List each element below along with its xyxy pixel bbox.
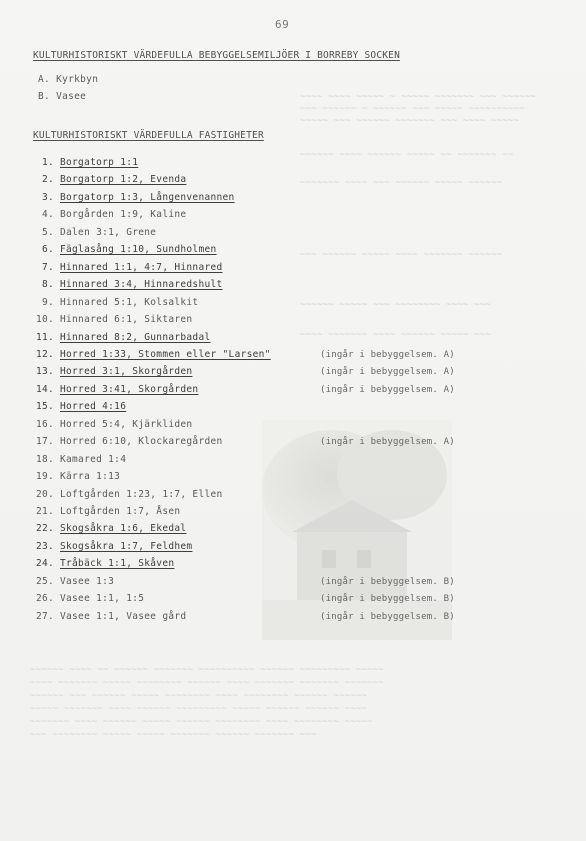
property-name: Hinnared 5:1, Kolsalkit	[60, 296, 199, 308]
property-item	[32, 349, 271, 360]
property-item	[32, 558, 174, 569]
property-note: (ingår i bebyggelsem. B)	[320, 611, 455, 622]
property-number: 18.	[35, 453, 54, 465]
property-item	[32, 192, 235, 203]
property-number: 20.	[35, 488, 54, 500]
property-number: 10.	[35, 314, 54, 326]
property-name: Skogsåkra 1:6, Ekedal	[60, 523, 187, 535]
property-name: Kärra 1:13	[60, 471, 121, 483]
property-item	[32, 593, 144, 604]
property-number: 24.	[35, 558, 54, 570]
property-number: 22.	[35, 523, 54, 535]
property-name: Hinnared 3:4, Hinnaredshult	[60, 279, 223, 291]
property-item	[32, 401, 126, 412]
property-number: 14.	[35, 383, 54, 395]
property-name: Borgatorp 1:1	[60, 157, 139, 168]
property-number: 21.	[35, 506, 54, 517]
property-name: Horred 5:4, Kjärkliden	[60, 418, 193, 430]
property-item	[32, 436, 223, 447]
property-name: Kamared 1:4	[60, 453, 127, 465]
property-item	[32, 489, 223, 500]
property-note: (ingår i bebyggelsem. B)	[320, 576, 455, 587]
property-number: 27.	[35, 610, 54, 622]
document-page: ~~~~ ~~~~ ~~~~~ ~ ~~~~~ ~~~~~~~ ~~~ ~~~~~~ ~~~ ~~~~~~ ~ ~~~~~~ ~~~ ~~~~~ ~~~~~~~~~~ ~~~~~ ~~~ ~~~~~~ ~~~~~~~ ~~~ ~~~~ ~~~~~ ~~~~~~ ~~~~ ~~~~~~ ~~~~~ ~~ ~~~~~~~ ~~ ~~~~~~~ ~~~~ ~~~ ~~~~~~ ~~~~~ ~~~~~~ ~~~ ~~~~~~ ~~~~~ ~~~~ ~~~~~~~ ~~~~~~ ~~~~~~ ~~~~~ ~~~ ~~~~~~~~ ~~~~ ~~~ ~~~~ ~~~~~~~ ~~~~ ~~~~~~ ~~~~~ ~~~ ~~~~~~ ~~~~ ~~ ~~~~~~ ~~~~~~~ ~~~~~~~~~~ ~~~~~~ ~~~~~~~~~ ~~~~~ ~~~~ ~~~~~~~ ~~~~~ ~~~~~~~~ ~~~~~~ ~~~~ ~~~~~~~ ~~~~~~~ ~~~~~~~ ~~~~~~ ~~~ ~~~~~~ ~~~~~ ~~~~~~~~ ~~~~ ~~~~~~~~ ~~~~~~ ~~~~~~ ~~~~~ ~~~~~~~ ~~~~ ~~~~~~ ~~~~~~~~~ ~~~~~ ~~~~~~ ~~~~~~ ~~~~ ~~~~~~~ ~~~~ ~~~~~~ ~~~~~ ~~~~~~ ~~~~~~~~ ~~~~ ~~~~~~~~ ~~~~~ ~~~ ~~~~~~~~ ~~~~~ ~~~~~ ~~~~~~~ ~~~~~~ ~~~~~~~ ~~~ 69 KULTURHISTORISKT VÄRDEFULLA BEBYGGELSEMILJÖER I BORREBY SOCKEN A. Kyrkbyn B. Vasee KULTURHISTORISKT VÄRDEFULLA FASTIGHETER 1. Borgatorp 1:1 2. Borgatorp 1:2, Evenda 3. Borgatorp 1:3, Långenvenannen 4. Borgården 1:9, Kaline 5. Dalen 3:1, Grene 6. Fäglasång 1:10, Sundholmen 7. Hinnared 1:1, 4:7, Hinnared 8. Hinnared 3:4, Hinnaredshult 9. Hinnared 5:1, Kolsalkit 10. Hinnared 6:1, Siktaren 11. Hinnared 8:2, Gunnarbadal 12. Horred 1:33, Stommen eller "Larsen" 13. Horred 3:1, Skorgården 14. Horred 3:41, Skorgården 15. Horred 4:16 16. Horred 5:4, Kjärkliden 17. Horred 6:10, Klockaregården 18. Kamared 1:4 19. Kärra 1:13 20. Loftgården 1:23, 1:7, Ellen 21. Loftgården 1:7, Åsen 22. Skogsåkra 1:6, Ekedal 23. Skogsåkra 1:7, Feldhem 24. Tråbäck 1:1, Skåven 25. Vasee 1:3 26. Vasee 1:1, 1:5 27. Vasee 1:1, Vasee gård (ingår i bebyggelsem. A) (ingår i bebyggelsem. A) (ingår i bebyggelsem. A) (ingår i bebyggelsem. A) (ingår i bebyggelsem. B) (ingår i bebyggelsem. B) (ingår i bebyggelsem. B)	[0, 0, 586, 841]
property-name: Hinnared 1:1, 4:7, Hinnared	[60, 261, 223, 273]
item-label: B.	[38, 91, 51, 102]
property-item	[32, 471, 120, 482]
property-name: Hinnared 6:1, Siktaren	[60, 314, 193, 326]
property-number: 23.	[35, 540, 54, 552]
property-item	[32, 541, 192, 552]
property-item	[32, 332, 211, 343]
property-item	[32, 157, 138, 168]
property-name: Borgården 1:9, Kaline	[60, 209, 187, 221]
property-number: 15.	[35, 401, 54, 413]
property-name: Loftgården 1:23, 1:7, Ellen	[60, 488, 223, 500]
property-number: 19.	[35, 471, 54, 483]
item-text: Vasee	[56, 91, 87, 102]
property-name: Horred 6:10, Klockaregården	[60, 436, 223, 448]
page-number: 69	[275, 18, 290, 31]
item-label: A.	[38, 74, 51, 85]
property-note: (ingår i bebyggelsem. A)	[320, 437, 455, 448]
property-note: (ingår i bebyggelsem. A)	[320, 349, 455, 360]
property-note: (ingår i bebyggelsem. A)	[320, 384, 455, 395]
property-number: 7.	[41, 261, 54, 273]
property-item	[32, 209, 186, 220]
property-name: Loftgården 1:7, Åsen	[60, 506, 181, 517]
property-item	[32, 314, 192, 325]
property-item	[32, 297, 198, 308]
heading-bebyggelsemiljoer: KULTURHISTORISKT VÄRDEFULLA BEBYGGELSEMILJÖER I BORREBY SOCKEN	[33, 50, 401, 61]
property-item	[32, 454, 126, 465]
property-name: Borgatorp 1:2, Evenda	[60, 174, 187, 186]
property-name: Skogsåkra 1:7, Feldhem	[60, 540, 193, 552]
property-number: 16.	[35, 418, 54, 430]
list-item-b	[38, 91, 86, 102]
property-item	[32, 279, 223, 290]
property-name: Vasee 1:1, 1:5	[60, 593, 145, 605]
property-item	[32, 174, 186, 185]
property-number: 25.	[35, 575, 54, 587]
property-number: 8.	[41, 279, 54, 291]
property-number: 2.	[41, 174, 54, 186]
property-item	[32, 384, 198, 395]
property-number: 26.	[35, 593, 54, 605]
property-item	[32, 262, 223, 273]
property-name: Dalen 3:1, Grene	[60, 226, 157, 238]
property-item	[32, 366, 192, 377]
property-item	[32, 576, 114, 587]
property-name: Vasee 1:1, Vasee gård	[60, 610, 187, 622]
property-number: 13.	[35, 366, 54, 378]
property-item	[32, 523, 186, 534]
property-item	[32, 506, 180, 517]
property-name: Horred 3:1, Skorgården	[60, 366, 193, 378]
property-number: 12.	[35, 348, 54, 360]
list-item-a	[38, 74, 98, 85]
property-number: 9.	[41, 296, 54, 308]
item-text: Kyrkbyn	[56, 74, 99, 85]
property-number: 3.	[41, 191, 54, 203]
property-name: Borgatorp 1:3, Långenvenannen	[60, 191, 235, 203]
property-name: Tråbäck 1:1, Skåven	[60, 558, 175, 570]
property-name: Horred 1:33, Stommen eller "Larsen"	[60, 348, 271, 360]
property-item	[32, 611, 186, 622]
property-note: (ingår i bebyggelsem. A)	[320, 367, 455, 378]
property-name: Horred 4:16	[60, 401, 127, 413]
property-number: 11.	[35, 331, 54, 343]
bleed-through-photo	[262, 420, 452, 640]
property-item	[32, 244, 217, 255]
property-item	[32, 419, 192, 430]
property-note: (ingår i bebyggelsem. B)	[320, 594, 455, 605]
property-name: Fäglasång 1:10, Sundholmen	[60, 244, 217, 256]
property-number: 1.	[41, 157, 54, 168]
property-name: Hinnared 8:2, Gunnarbadal	[60, 331, 211, 343]
property-name: Vasee 1:3	[60, 575, 115, 587]
property-number: 6.	[41, 244, 54, 256]
heading-fastigheter: KULTURHISTORISKT VÄRDEFULLA FASTIGHETER	[33, 130, 264, 141]
property-number: 5.	[41, 226, 54, 238]
property-name: Horred 3:41, Skorgården	[60, 383, 199, 395]
property-item	[32, 227, 156, 238]
property-number: 4.	[41, 209, 54, 221]
property-number: 17.	[35, 436, 54, 448]
